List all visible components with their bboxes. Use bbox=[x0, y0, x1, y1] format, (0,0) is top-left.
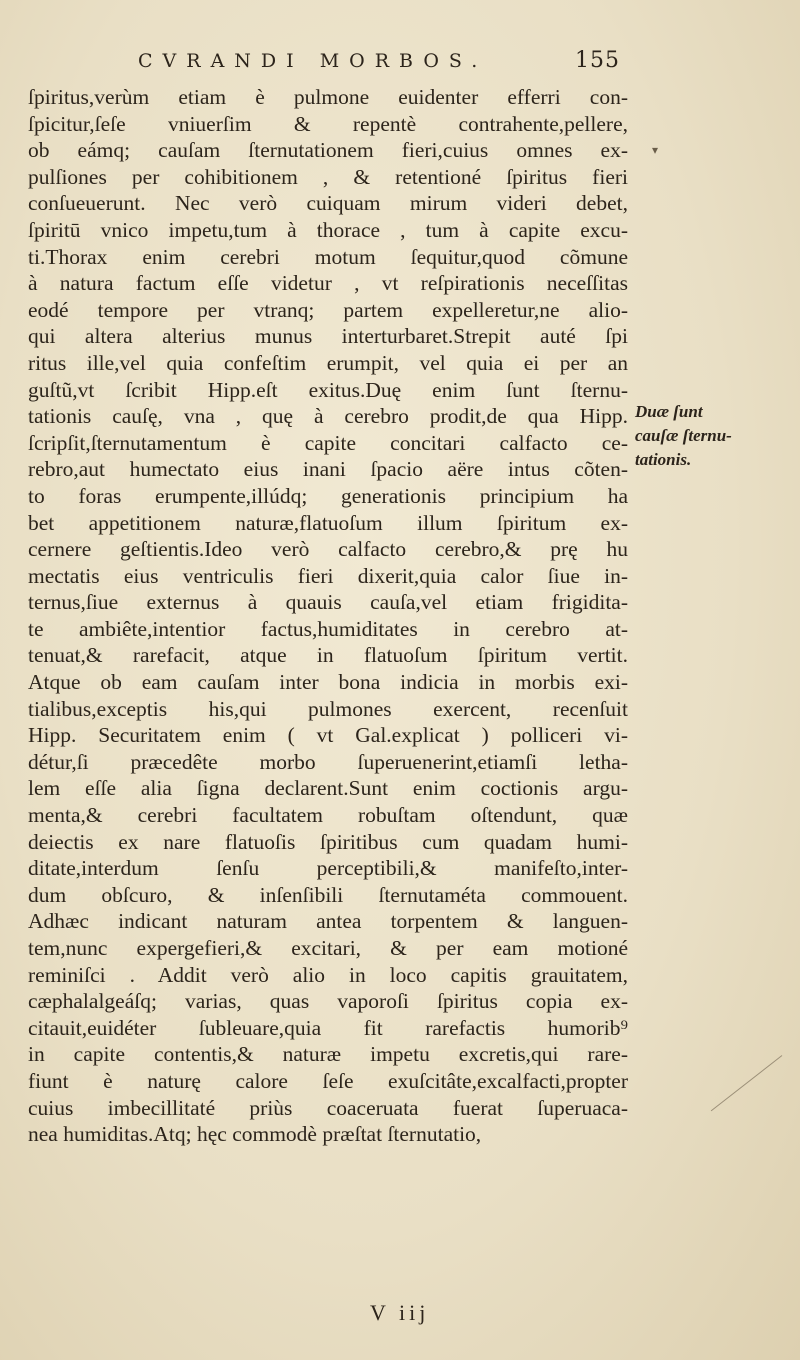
marginal-note-line: tationis. bbox=[635, 450, 692, 469]
text-line: ſpicitur,ſeſe vniuerſim & repentè contrahente,pellere, bbox=[28, 111, 628, 136]
text-line: tationis cauſę, vna , quę à cerebro prodit,de qua Hipp. bbox=[28, 404, 628, 429]
text-line: lem eſſe alia ſigna declarent.Sunt enim coctionis argu- bbox=[28, 776, 628, 801]
main-text-block bbox=[28, 84, 628, 1148]
marginal-note bbox=[635, 400, 755, 472]
text-line: citauit,euidéter ſubleuare,quia fit rarefactis humorib⁹ bbox=[28, 1015, 628, 1040]
text-line: ſpiritus,verùm etiam è pulmone euidenter efferri con- bbox=[28, 85, 628, 109]
text-line: tenuat,& rarefacit, atque in flatuoſum ſpiritum vertit. bbox=[28, 643, 628, 668]
text-line: dum obſcuro, & inſenſibili ſternutaméta commouent. bbox=[28, 882, 628, 907]
running-head: CVRANDI MORBOS. bbox=[138, 50, 488, 72]
page-number: 155 bbox=[575, 48, 620, 73]
text-line: in capite contentis,& naturæ impetu excretis,qui rare- bbox=[28, 1042, 628, 1067]
text-line: rebro,aut humectato eius inani ſpacio aëre intus cõten- bbox=[28, 457, 628, 482]
text-line: tialibus,exceptis his,qui pulmones exercent, recenſuit bbox=[28, 696, 628, 721]
text-line: pulſiones per cohibitionem , & retentioné ſpiritus fieri bbox=[28, 164, 628, 189]
text-line: cæphalalgeáſq; varias, quas vaporoſi ſpiritus copia ex- bbox=[28, 989, 628, 1014]
text-line: ob eámq; cauſam ſternutationem fieri,cuius omnes ex- bbox=[28, 138, 628, 163]
text-line: deiectis ex nare flatuoſis ſpiritibus cum quadam humi- bbox=[28, 829, 628, 854]
page-crease bbox=[711, 1055, 783, 1111]
text-line: Atque ob eam cauſam inter bona indicia in morbis exi- bbox=[28, 670, 628, 695]
text-line: to foras erumpente,illúdq; generationis principium ha bbox=[28, 483, 628, 508]
text-line: guſtũ,vt ſcribit Hipp.eſt exitus.Duę enim ſunt ſternu- bbox=[28, 377, 628, 402]
text-line: Hipp. Securitatem enim ( vt Gal.explicat ) polliceri vi- bbox=[28, 723, 628, 748]
text-line: Adhæc indicant naturam antea torpentem & languen- bbox=[28, 909, 628, 934]
text-line: ritus ille,vel quia confeſtim erumpit, vel quia ei per an bbox=[28, 350, 628, 375]
text-line: ti.Thorax enim cerebri motum ſequitur,quod cõmune bbox=[28, 244, 628, 269]
text-line: détur,ſi præcedête morbo ſuperuenerint,etiamſi letha- bbox=[28, 749, 628, 774]
text-line: ditate,interdum ſenſu perceptibili,& manifeſto,inter- bbox=[28, 856, 628, 881]
text-line: eodé tempore per vtranq; partem expelleretur,ne alio- bbox=[28, 297, 628, 322]
text-line: reminiſci . Addit verò alio in loco capitis grauitatem, bbox=[28, 962, 628, 987]
text-line: menta,& cerebri facultatem robuſtam oſtendunt, quæ bbox=[28, 803, 628, 828]
text-line: ſpiritū vnico impetu,tum à thorace , tum à capite excu- bbox=[28, 217, 628, 242]
text-line: cernere geſtientis.Ideo verò calfacto cerebro,& prę hu bbox=[28, 537, 628, 562]
text-line: qui altera alterius munus interturbaret.Strepit auté ſpi bbox=[28, 324, 628, 349]
text-line: nea humiditas.Atq; hęc commodè præſtat ſternutatio, bbox=[28, 1122, 482, 1147]
text-line: te ambiête,intentior factus,humiditates in cerebro at- bbox=[28, 616, 628, 641]
text-line: ternus,ſiue externus à quauis cauſa,vel etiam frigidita- bbox=[28, 590, 628, 615]
text-line: ſcripſit,ſternutamentum è capite concitari calfacto ce- bbox=[28, 430, 628, 455]
text-line: fiunt è naturę calore ſeſe exuſcitâte,excalfacti,propter bbox=[28, 1068, 628, 1093]
text-line: tem,nunc expergefieri,& excitari, & per eam motioné bbox=[28, 936, 628, 960]
marginal-note-line: cauſæ ſternu- bbox=[635, 426, 732, 445]
text-line: cuius imbecillitaté priùs coaceruata fuerat ſuperuaca- bbox=[28, 1095, 628, 1120]
stray-ink-mark: ▾ bbox=[652, 143, 659, 157]
text-line: à natura factum eſſe videtur , vt reſpirationis neceſſitas bbox=[28, 271, 628, 296]
text-line: conſueuerunt. Nec verò cuiquam mirum videri debet, bbox=[28, 191, 628, 216]
signature-mark: V iij bbox=[370, 1300, 430, 1325]
text-line: bet appetitionem naturæ,flatuoſum illum ſpiritum ex- bbox=[28, 510, 628, 535]
page-header bbox=[0, 48, 800, 88]
text-line: mectatis eius ventriculis fieri dixerit,quia calor ſiue in- bbox=[28, 563, 628, 588]
marginal-note-line: Duæ ſunt bbox=[635, 402, 703, 421]
